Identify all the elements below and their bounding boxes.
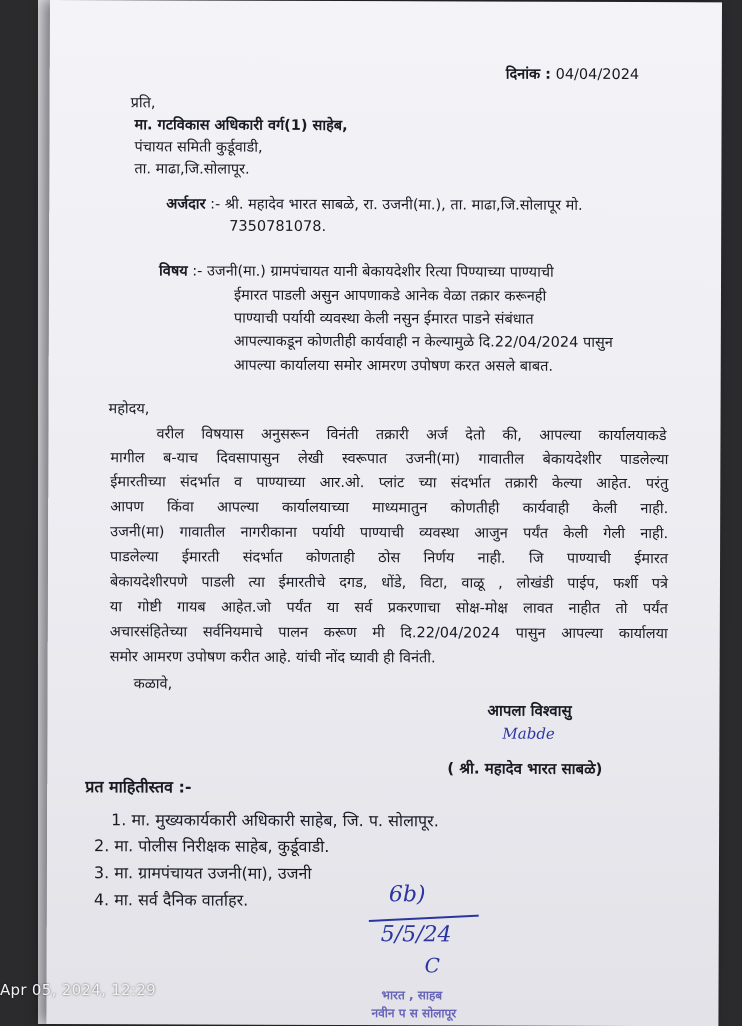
subject-line-3: पाण्याची पर्यायी व्यवस्था केली नसुन ईमारत पाडने संबंधात bbox=[233, 310, 534, 328]
body-line-4: आपण किंवा आपल्या कार्यालयाच्या माध्यमातुन कोणतीही कार्यवाही केली नाही. bbox=[110, 499, 669, 518]
subject-line-5: आपल्या कार्यालया समोर आमरण उपोषण करत असले बाबत. bbox=[233, 357, 554, 375]
subject-text-1: :- उजनी(मा.) ग्रामपंचायत यानी बेकायदेशीर रित्या पिण्याच्या पाण्याची bbox=[192, 263, 554, 281]
date-value: 04/04/2024 bbox=[555, 66, 640, 84]
recipient-prefix: प्रति, bbox=[130, 95, 156, 112]
recipient-name: मा. गटविकास अधिकारी वर्ग(1) साहेब, bbox=[134, 117, 348, 135]
body-line-9: अचारसंहितेच्या सर्वनियमाचे पालन करूण मी दि.22/04/2024 पासुन आपल्या कार्यालया bbox=[109, 624, 668, 643]
photo-timestamp: Apr 05, 2024, 12:29 bbox=[0, 981, 156, 999]
recipient-line3: ता. माढा,जि.सोलापूर. bbox=[134, 161, 250, 178]
applicant-phone: 7350781078. bbox=[229, 218, 327, 235]
date-label: दिनांक : bbox=[505, 66, 552, 83]
letter-page bbox=[46, 0, 722, 1026]
signatory-name: ( श्री. महादेव भारत साबळे) bbox=[447, 759, 603, 778]
applicant-line1 bbox=[166, 193, 582, 214]
body-line-1: वरील विषयास अनुसरून विनंती तक्रारी अर्ज देतो की, आपल्या कार्यालयाकडे bbox=[156, 426, 667, 445]
body-line-5: उजनी(मा) गावातील नागरीकाना पर्यायी पाण्याची व्यवस्था आजुन पर्यंत केली गेली नाही. bbox=[110, 524, 669, 543]
recipient-line2: पंचायत समिती कुर्डूवाडी, bbox=[134, 139, 263, 156]
body-line-8: या गोष्टी गायब आहेत.जो पर्यंत या सर्व प्रकरणाचा सोक्ष-मोक्ष लावत नाहीत तो पर्यंत bbox=[109, 599, 668, 618]
stamp-line-1: भारत , साहब bbox=[381, 988, 443, 1003]
stamp-line-2: नवीन प स सोलापूर bbox=[371, 1006, 457, 1021]
applicant-details: :- श्री. महादेव भारत साबळे, रा. उजनी(मा.), ता. माढा,जि.सोलापूर मो. bbox=[210, 196, 583, 214]
closing: कळावे, bbox=[133, 676, 173, 693]
copies-heading: प्रत माहितीस्तव :- bbox=[85, 777, 192, 797]
signature-scribble: Mabde bbox=[502, 724, 555, 743]
date-line bbox=[506, 64, 640, 84]
body-line-3: ईमारतीच्या संदर्भात व पाण्याच्या आर.ओ. प्लांट च्या संदर्भात तक्रारी केल्या आहेत. परंतु bbox=[110, 474, 669, 493]
body-line-2: मागील ब-याच दिवसापासुन लेखी स्वरूपात उजनी(मा) गावातील बेकायदेशीर पाडलेल्या bbox=[110, 450, 669, 469]
subject-label: विषय bbox=[159, 263, 188, 280]
applicant-label: अर्जदार bbox=[166, 196, 206, 213]
subject-line-4: आपल्याकडून कोणतीही कार्यवाही न केल्यामुळे दि.22/04/2024 पासुन bbox=[233, 333, 613, 351]
body-line-6: पाडलेल्या ईमारती संदर्भात कोणताही ठोस निर्णय नाही. जि पाण्याची ईमारत bbox=[110, 549, 669, 568]
copy-item-4: 4. मा. सर्व दैनिक वार्ताहर. bbox=[93, 890, 249, 910]
yours-faithfully: आपला विश्वासु bbox=[487, 701, 572, 720]
copy-item-2: 2. मा. पोलीस निरीक्षक साहेब, कुर्डूवाडी. bbox=[94, 836, 330, 856]
handwritten-note-2: 5/5/24 bbox=[380, 922, 452, 948]
body-line-10: समोर आमरण उपोषण करीत आहे. यांची नोंद घ्यावी ही विनंती. bbox=[109, 649, 436, 667]
salutation: महोदय, bbox=[108, 401, 150, 418]
handwritten-note-3: C bbox=[424, 953, 440, 978]
subject-line-1 bbox=[159, 260, 554, 281]
subject-line-2: ईमारत पाडली असुन आपणाकडे आनेक वेळा तक्रार करूनही bbox=[233, 287, 547, 305]
copy-item-1: 1. मा. मुख्यकार्यकारी अधिकारी साहेब, जि. प. सोलापूर. bbox=[111, 810, 439, 831]
handwritten-note-1: 6b) bbox=[388, 882, 426, 908]
body-line-7: बेकायदेशीरपणे पाडली त्या ईमारतीचे दगड, धोंडे, विटा, वाळू , लोखंडी पाईप, फर्शी पत्रे bbox=[109, 574, 668, 593]
handwritten-underline bbox=[369, 915, 479, 922]
copy-item-3: 3. मा. ग्रामपंचायत उजनी(मा), उजनी bbox=[93, 863, 312, 883]
